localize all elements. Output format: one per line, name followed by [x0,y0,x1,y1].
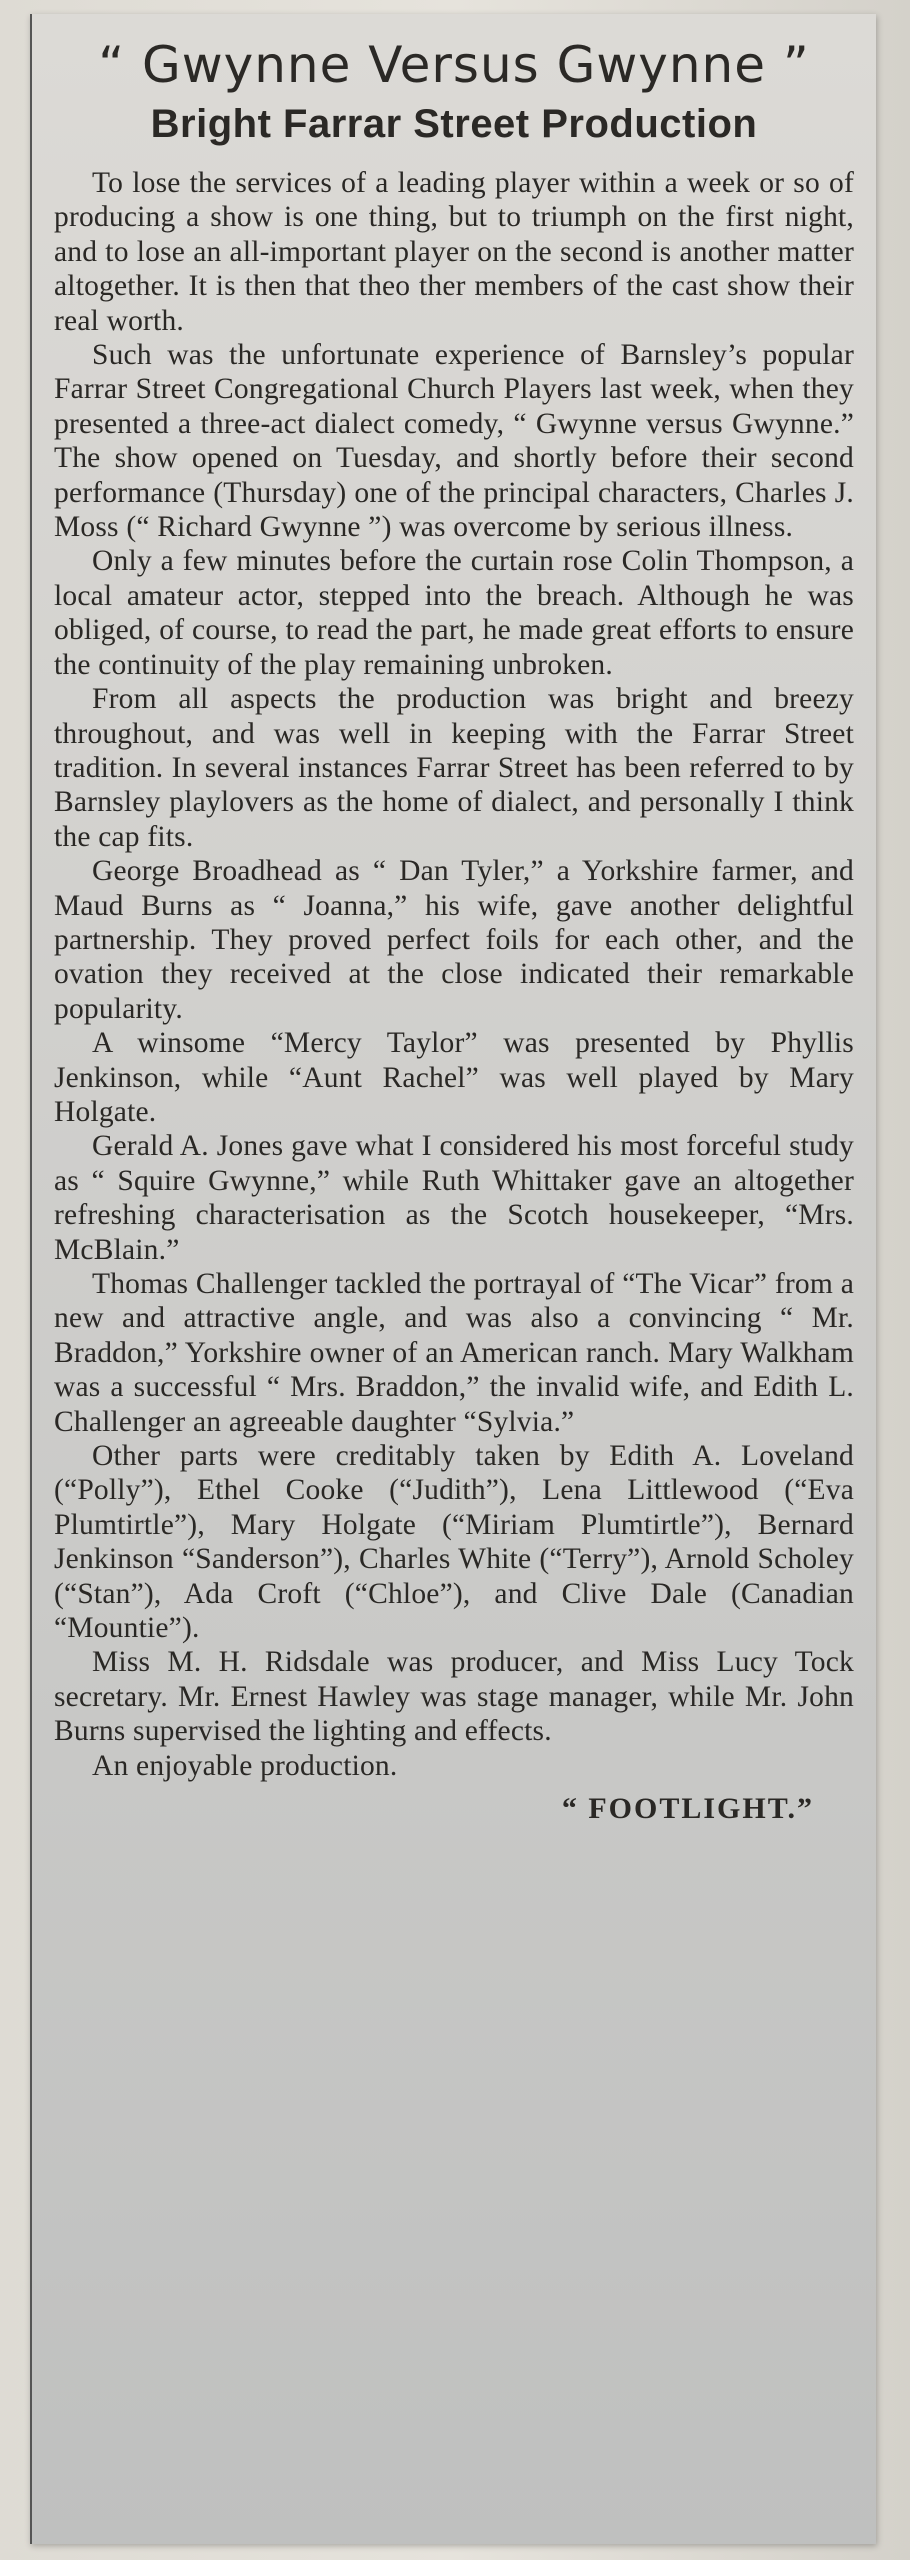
paragraph-8: Thomas Challenger tackled the portrayal of “The Vicar” from a new and attractive angle, and was also a convincing “ Mr. Braddon,” Yorkshire owner of an American ranch. Mary Walkham was a successful “ Mrs. Braddon,” the invalid wife, and Edith L. Challenger an agreeable daughter “Sylvia.” [54,1268,854,1438]
newspaper-clipping [30,14,876,2544]
paragraph-10: Miss M. H. Ridsdale was producer, and Miss Lucy Tock secretary. Mr. Ernest Hawley was stage manager, while Mr. John Burns supervised the lighting and effects. [54,1646,854,1748]
paragraph-7: Gerald A. Jones gave what I considered his most forceful study as “ Squire Gwynne,” while Ruth Whittaker gave an altogether refreshing characterisation as the Scotch housekeeper, “Mrs. McBlain.” [54,1130,854,1266]
subheadline: Bright Farrar Street Production [150,102,758,146]
paragraph-9: Other parts were creditably taken by Edith A. Loveland (“Polly”), Ethel Cooke (“Judith”), Lena Littlewood (“Eva Plumtirtle”), Mary Holgate (“Miriam Plumtirtle”), Bernard Jenkinson “Sanderson”), Charles White (“Terry”), Arnold Scholey (“Stan”), Ada Croft (“Chloe”), and Clive Dale (Canadian “Mountie”). [54,1440,854,1645]
paragraph-5: George Broadhead as “ Dan Tyler,” a Yorkshire farmer, and Maud Burns as “ Joanna,” his wife, gave another delightful partnership. They proved perfect foils for each other, and the ovation they received at the close indicated their remarkable popularity. [54,855,854,1025]
paragraph-2: Such was the unfortunate experience of Barnsley’s popular Farrar Street Congregational Church Players last week, when they presented a three-act dialect comedy, “ Gwynne versus Gwynne.” The show opened on Tuesday, and shortly before their second performance (Thursday) one of the principal characters, Charles J. Moss (“ Richard Gwynne ”) was overcome by serious illness. [54,339,854,544]
paragraph-11: An enjoyable production. [92,1749,398,1782]
paragraph-6: A winsome “Mercy Taylor” was presented by Phyllis Jenkinson, while “Aunt Rachel” was well played by Mary Holgate. [54,1027,854,1128]
paragraph-1: To lose the services of a leading player within a week or so of producing a show is one thing, but to triumph on the first night, and to lose an all-important player on the second is another matter altogether. It is then that theo ther members of the cast show their real worth. [54,167,854,337]
headline: “ Gwynne Versus Gwynne ” [98,36,810,94]
paragraph-4: From all aspects the production was bright and breezy throughout, and was well in keeping with the Farrar Street tradition. In several instances Farrar Street has been referred to by Barnsley playlovers as the home of dialect, and personally I think the cap fits. [54,683,854,853]
paragraph-3: Only a few minutes before the curtain rose Colin Thompson, a local amateur actor, stepped into the breach. Although he was obliged, of course, to read the part, he made great efforts to ensure the continuity of the play remaining unbroken. [54,545,854,681]
byline-signature: “ FOOTLIGHT.” [561,1792,814,1826]
article-body [54,26,854,1829]
